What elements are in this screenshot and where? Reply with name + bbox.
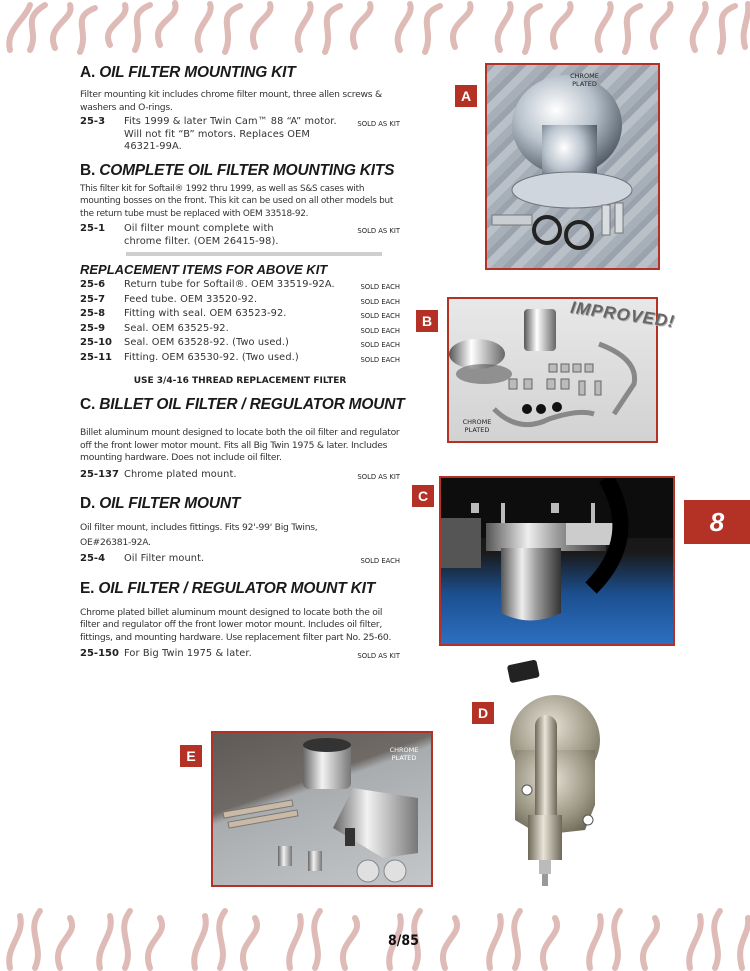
photo-c	[439, 476, 675, 646]
product-row	[80, 469, 400, 484]
photo-label-a: A	[455, 85, 477, 107]
section-letter: E.	[80, 579, 95, 597]
section-a	[80, 64, 400, 154]
product-row	[80, 294, 400, 309]
item-description: Oil filter mount complete with chrome filter. (OEM 26415-98).	[124, 223, 279, 247]
product-row	[80, 323, 400, 338]
product-row	[80, 223, 400, 248]
sold-type: SOLD AS KIT	[357, 120, 400, 128]
section-c	[80, 396, 405, 483]
section-c-description: Billet aluminum mount designed to locate both the oil filter and regulator off the front lower motor mount. Fits all Big Twin 1975 & later. Includes mounting hardware. Does not include oil filter.	[80, 427, 400, 463]
replacement-items-title: REPLACEMENT ITEMS FOR ABOVE KIT	[80, 262, 328, 277]
chrome-plated-caption: CHROME PLATED	[389, 746, 419, 762]
item-description: Oil Filter mount.	[124, 553, 205, 564]
section-name: OIL FILTER MOUNT	[99, 495, 241, 512]
part-number: 25-10	[80, 337, 112, 348]
item-description: Return tube for Softail®. OEM 33519-92A.	[124, 279, 335, 290]
sold-type: SOLD AS KIT	[357, 472, 400, 481]
part-number: 25-7	[80, 293, 106, 305]
part-number: 25-8	[80, 308, 106, 319]
section-d-description: Oil filter mount, includes fittings. Fits 92'-99' Big Twins, OE#26381-92A.	[80, 522, 318, 548]
part-number: 25-4	[80, 553, 106, 564]
replacement-items-list	[80, 279, 400, 366]
sold-type: SOLD AS KIT	[357, 227, 400, 235]
section-c-title	[80, 396, 405, 414]
photo-e	[211, 731, 433, 887]
regulator-mount-image	[441, 478, 675, 646]
section-b-description: This filter kit for Softail® 1992 thru 1999, as well as S&S cases with mounting bosses on the front. This kit can be used on all other models but the return tube must be replaced with OEM 33518-92.	[80, 183, 394, 219]
chrome-plated-caption: CHROME PLATED	[462, 418, 492, 434]
section-a-title	[80, 64, 400, 82]
sold-type: SOLD EACH	[360, 297, 400, 306]
section-e-description: Chrome plated billet aluminum mount designed to locate both the oil filter and regulator off the front lower motor mount. Includes oil filter, fittings, and mounting hardware. Use replacement filter part No. 25-60.	[80, 606, 392, 643]
sold-type: SOLD EACH	[360, 341, 400, 349]
oil-filter-mount-image	[487, 65, 660, 270]
part-number: 25-9	[80, 322, 106, 334]
part-number: 25-3	[80, 116, 106, 127]
product-row	[80, 116, 400, 154]
section-letter: B.	[80, 161, 96, 179]
section-b	[80, 162, 400, 387]
part-number: 25-6	[80, 279, 106, 290]
part-number: 25-1	[80, 223, 106, 234]
photo-label-e: E	[180, 745, 202, 767]
sold-type: SOLD EACH	[360, 326, 400, 335]
thread-filter-note: USE 3/4-16 THREAD REPLACEMENT FILTER	[133, 376, 347, 386]
flame-border-bottom	[0, 896, 750, 971]
item-description: Fits 1999 & later Twin Cam™ 88 “A” motor. Will not fit “B” motors. Replaces OEM 46321-99A.	[124, 116, 337, 152]
sold-type: SOLD EACH	[360, 312, 400, 320]
section-name: OIL FILTER MOUNTING KIT	[99, 64, 296, 81]
product-row	[80, 308, 400, 323]
sold-type: SOLD EACH	[360, 557, 400, 565]
section-letter: C.	[80, 396, 96, 413]
item-description: Fitting. OEM 63530-92. (Two used.)	[124, 351, 299, 363]
section-e-title	[80, 580, 400, 598]
part-number: 25-150	[80, 648, 119, 659]
product-row	[80, 279, 400, 294]
section-a-description: Filter mounting kit includes chrome filter mount, three allen screws & washers and O-rings.	[80, 89, 382, 113]
product-row	[80, 337, 400, 352]
section-name: COMPLETE OIL FILTER MOUNTING KITS	[99, 161, 395, 179]
photo-label-d: D	[472, 702, 494, 724]
product-row	[80, 648, 400, 663]
divider	[126, 252, 382, 256]
part-number: 25-137	[80, 468, 119, 480]
item-description: Chrome plated mount.	[124, 468, 237, 480]
photo-label-c: C	[412, 485, 434, 507]
item-description: Seal. OEM 63528-92. (Two used.)	[124, 337, 289, 348]
item-description: For Big Twin 1975 & later.	[124, 648, 252, 659]
improved-badge: IMPROVED!	[569, 297, 677, 332]
sold-type: SOLD EACH	[360, 283, 400, 291]
section-b-title	[80, 162, 400, 180]
flame-border-top	[0, 0, 750, 60]
oil-filter-mount-d-image	[500, 655, 610, 890]
chapter-tab: 8	[684, 500, 750, 544]
sold-type: SOLD AS KIT	[357, 652, 400, 660]
section-name: OIL FILTER / REGULATOR MOUNT KIT	[98, 579, 375, 597]
section-name: BILLET OIL FILTER / REGULATOR MOUNT	[99, 396, 405, 413]
section-letter: A.	[80, 64, 96, 81]
product-row	[80, 553, 400, 568]
page-number: 8/85	[388, 933, 419, 949]
chrome-plated-caption: CHROME PLATED	[570, 72, 599, 88]
section-letter: D.	[80, 495, 96, 512]
item-description: Feed tube. OEM 33520-92.	[124, 293, 258, 305]
section-d	[80, 495, 400, 568]
part-number: 25-11	[80, 351, 112, 363]
product-row	[80, 352, 400, 367]
item-description: Seal. OEM 63525-92.	[124, 322, 229, 334]
photo-label-b: B	[416, 310, 438, 332]
sold-type: SOLD EACH	[360, 355, 400, 364]
item-description: Fitting with seal. OEM 63523-92.	[124, 308, 287, 319]
catalog-content	[80, 64, 405, 663]
section-d-title	[80, 495, 400, 513]
photo-a	[485, 63, 660, 270]
section-e	[80, 580, 400, 663]
